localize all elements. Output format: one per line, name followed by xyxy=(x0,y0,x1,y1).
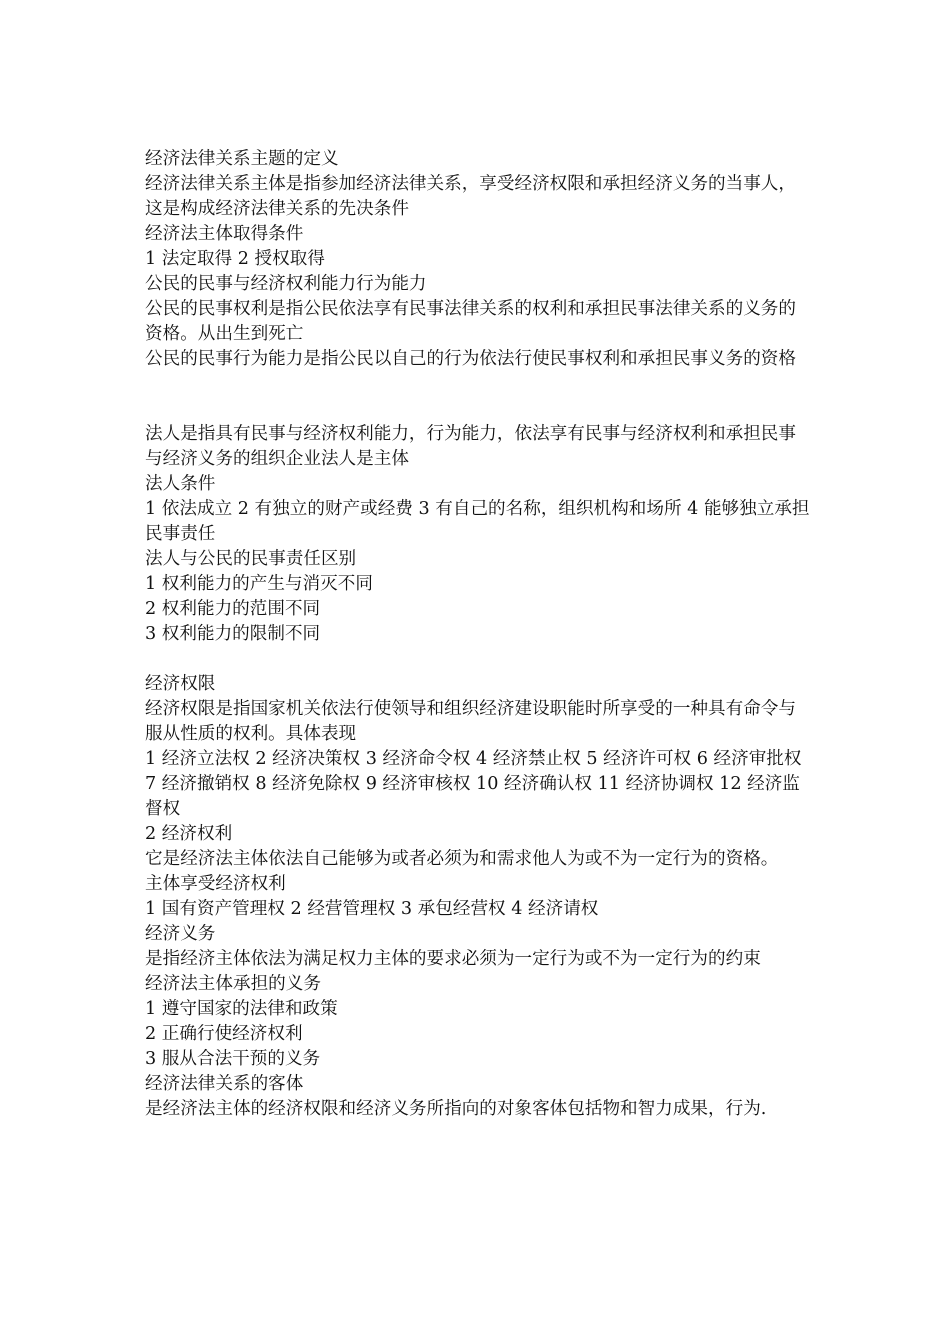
heading-legal-object: 经济法律关系的客体 xyxy=(145,1074,304,1094)
heading-liability-difference: 法人与公民的民事责任区别 xyxy=(145,549,357,569)
list-item-difference-3: 3 权利能力的限制不同 xyxy=(145,624,321,644)
heading-subject-obligations: 经济法主体承担的义务 xyxy=(145,974,321,994)
heading-subject-definition: 经济法律关系主题的定义 xyxy=(145,149,339,169)
paragraph-economic-rights: 它是经济法主体依法自己能够为或者必须为和需求他人为或不为一定行为的资格。 xyxy=(145,849,779,869)
section-legal-person xyxy=(145,422,810,647)
heading-subject-conditions: 经济法主体取得条件 xyxy=(145,224,304,244)
section-economic-rights xyxy=(145,672,810,1122)
section-legal-subject xyxy=(145,147,810,372)
list-item-difference-1: 1 权利能力的产生与消灭不同 xyxy=(145,574,373,594)
section-spacer xyxy=(145,372,810,422)
heading-economic-obligation: 经济义务 xyxy=(145,924,216,944)
list-item-difference-2: 2 权利能力的范围不同 xyxy=(145,599,321,619)
heading-subject-rights: 主体享受经济权利 xyxy=(145,874,286,894)
heading-economic-rights: 2 经济权利 xyxy=(145,824,233,844)
paragraph-economic-authority: 经济权限是指国家机关依法行使领导和组织经济建设职能时所享受的一种具有命令与服从性质的权利。具体表现 xyxy=(145,699,796,744)
paragraph-legal-person-conditions: 1 依法成立 2 有独立的财产或经费 3 有自己的名称，组织机构和场所 4 能够独立承担民事责任 xyxy=(145,499,810,544)
paragraph-subject-rights: 1 国有资产管理权 2 经营管理权 3 承包经营权 4 经济请权 xyxy=(145,899,599,919)
document-page xyxy=(145,147,810,1122)
paragraph-authority-list: 1 经济立法权 2 经济决策权 3 经济命令权 4 经济禁止权 5 经济许可权 6 经济审批权 7 经济撤销权 8 经济免除权 9 经济审核权 10 经济确认权 11 经济协调权 12 经济监督权 xyxy=(145,749,802,819)
heading-citizen-capacity: 公民的民事与经济权利能力行为能力 xyxy=(145,274,427,294)
list-item-obligation-3: 3 服从合法干预的义务 xyxy=(145,1049,321,1069)
paragraph-citizen-capacity: 公民的民事行为能力是指公民以自己的行为依法行使民事权利和承担民事义务的资格 xyxy=(145,349,796,369)
paragraph-economic-obligation: 是指经济主体依法为满足权力主体的要求必须为一定行为或不为一定行为的约束 xyxy=(145,949,761,969)
paragraph-subject-definition: 经济法律关系主体是指参加经济法律关系，享受经济权限和承担经济义务的当事人，这是构成经济法律关系的先决条件 xyxy=(145,174,796,219)
paragraph-legal-person: 法人是指具有民事与经济权利能力，行为能力，依法享有民事与经济权利和承担民事与经济义务的组织企业法人是主体 xyxy=(145,424,796,469)
list-item-obligation-1: 1 遵守国家的法律和政策 xyxy=(145,999,338,1019)
heading-legal-person-conditions: 法人条件 xyxy=(145,474,216,494)
list-item-obligation-2: 2 正确行使经济权利 xyxy=(145,1024,303,1044)
heading-economic-authority: 经济权限 xyxy=(145,674,216,694)
section-spacer xyxy=(145,647,810,672)
paragraph-citizen-rights: 公民的民事权利是指公民依法享有民事法律关系的权利和承担民事法律关系的义务的资格。从出生到死亡 xyxy=(145,299,796,344)
paragraph-subject-conditions: 1 法定取得 2 授权取得 xyxy=(145,249,325,269)
paragraph-legal-object: 是经济法主体的经济权限和经济义务所指向的对象客体包括物和智力成果，行为. xyxy=(145,1099,767,1119)
